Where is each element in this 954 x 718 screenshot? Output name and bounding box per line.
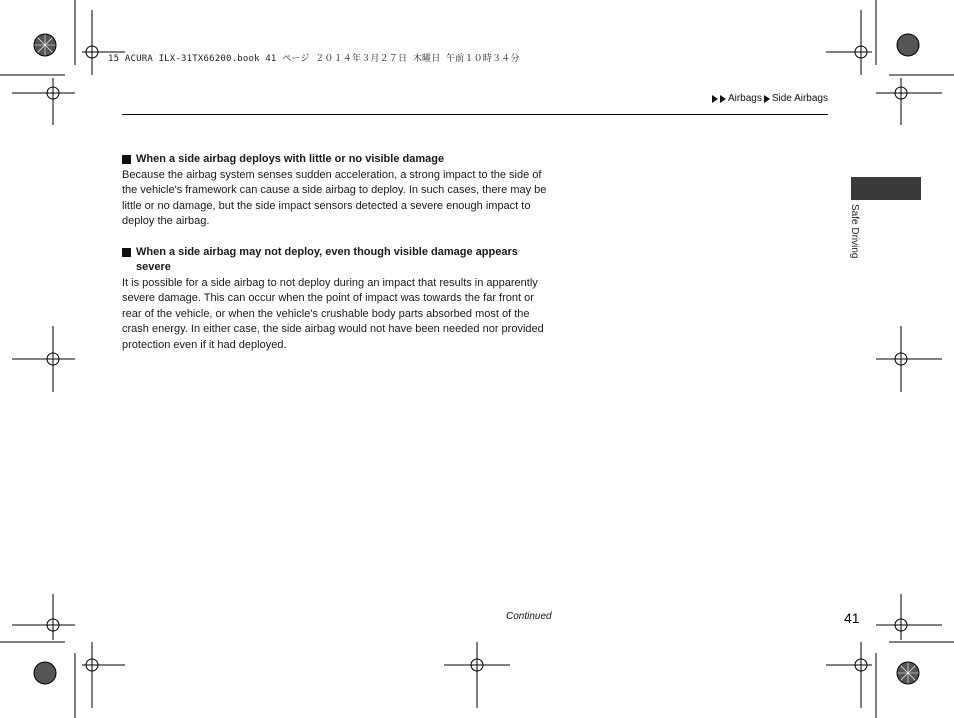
main-content — [122, 152, 554, 353]
breadcrumb-arrow-icon — [720, 95, 726, 103]
square-bullet-icon — [122, 155, 131, 164]
crosshair-bottom-right-b — [876, 594, 942, 640]
crosshair-mid-right — [876, 326, 942, 392]
section-heading-text: When a side airbag may not deploy, even though visible damage appears severe — [136, 245, 518, 273]
square-bullet-icon — [122, 248, 131, 257]
breadcrumb-arrow-icon — [712, 95, 718, 103]
side-tab-indicator[interactable] — [851, 177, 921, 200]
header-rule — [122, 114, 828, 115]
breadcrumb-item-side-airbags[interactable]: Side Airbags — [771, 93, 828, 104]
star-target-top-right — [897, 34, 919, 56]
continued-label: Continued — [506, 611, 552, 622]
crosshair-bottom-center — [444, 642, 510, 708]
crosshair-bottom-left-a — [12, 594, 75, 640]
section-body: It is possible for a side airbag to not deploy during an impact that results in apparently severe damage. This can occur when the point of impact was towards the far front or rear of the vehicle, or when the vehicle's crushable body parts absorbed most of the crash energy. In either case, the side airbag would not have been needed nor provided protection even if it had deployed. — [122, 276, 544, 351]
side-tab-label: Safe Driving — [849, 204, 860, 259]
crosshair-top-left-b — [12, 78, 75, 125]
crosshair-mid-left — [12, 326, 75, 392]
crosshair-top-left-a — [82, 10, 125, 75]
star-target-bottom-left — [34, 662, 56, 684]
crosshair-top-right-a — [826, 10, 872, 75]
star-target-bottom-right — [897, 662, 919, 684]
crosshair-top-right-b — [876, 78, 942, 125]
section-body: Because the airbag system senses sudden acceleration, a strong impact to the side of the vehicle's framework can cause a side airbag to deploy. In such cases, there may be little or no damage, but the side impact sensors detected a severe enough impact to deploy the airbag. — [122, 168, 547, 227]
section-may-not-deploy — [122, 245, 554, 354]
crosshair-bottom-right-a — [826, 642, 872, 708]
section-heading — [122, 245, 554, 276]
page-number: 41 — [844, 610, 860, 626]
section-deploys-little-damage — [122, 152, 554, 230]
crosshair-bottom-left-b — [82, 642, 125, 708]
breadcrumb — [712, 93, 828, 104]
star-target-top-left — [34, 34, 56, 56]
section-heading — [122, 152, 554, 168]
breadcrumb-item-airbags[interactable]: Airbags — [727, 93, 762, 104]
section-heading-text: When a side airbag deploys with little or no visible damage — [136, 153, 445, 165]
breadcrumb-arrow-icon — [764, 95, 770, 103]
print-header: 15 ACURA ILX-31TX66200.book 41 ページ ２０１４年３月２７日 木曜日 午前１０時３４分 — [108, 54, 520, 64]
